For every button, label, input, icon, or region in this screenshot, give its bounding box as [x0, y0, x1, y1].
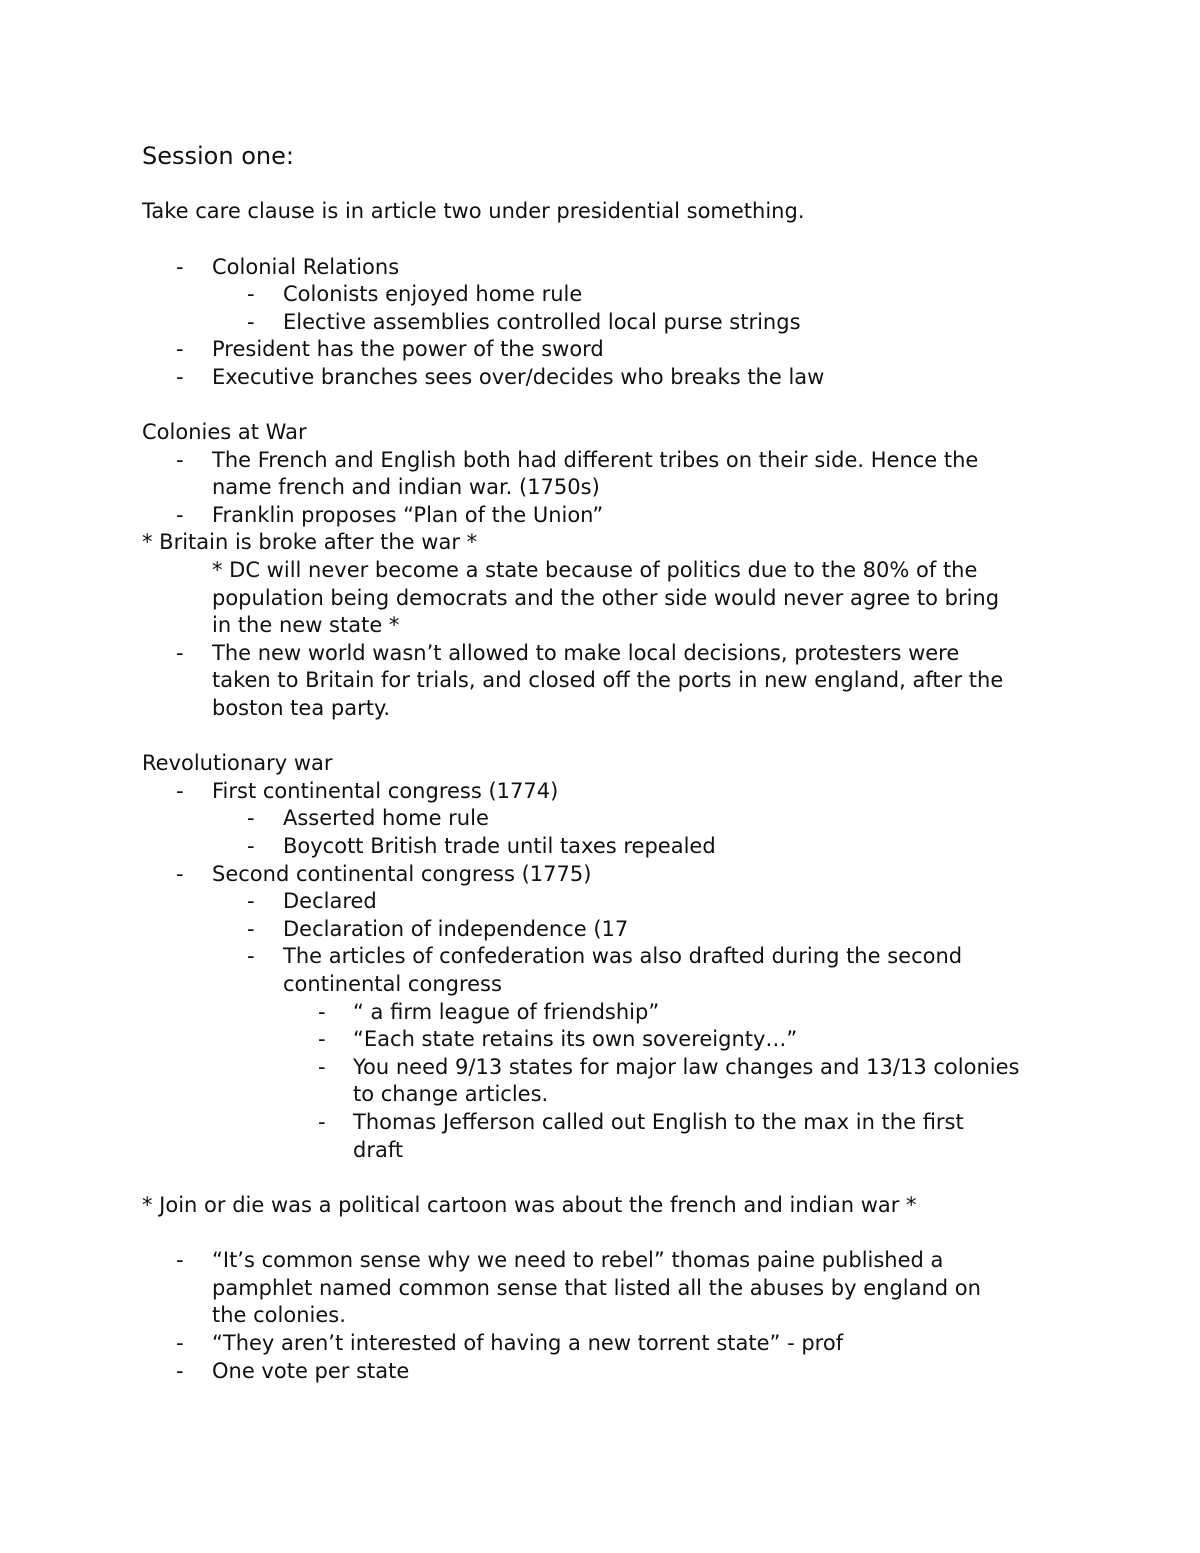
list-item: Colonists enjoyed home rule — [283, 282, 583, 306]
intro-text: Take care clause is in article two under presidential something. — [142, 199, 805, 223]
bullet-dash: - — [176, 641, 184, 665]
note-text-continued: in the new state * — [212, 613, 400, 637]
list-item-continued: taken to Britain for trials, and closed off the ports in new england, after the — [212, 668, 1004, 692]
list-item: “They aren’t interested of having a new torrent state” - prof — [212, 1331, 844, 1355]
bullet-dash: - — [176, 255, 184, 279]
list-item-continued: boston tea party. — [212, 696, 391, 720]
bullet-dash: - — [247, 834, 255, 858]
bullet-dash: - — [176, 503, 184, 527]
list-item: First continental congress (1774) — [212, 779, 559, 803]
bullet-dash: - — [247, 917, 255, 941]
list-item: Declared — [283, 889, 377, 913]
list-item-continued: the colonies. — [212, 1303, 346, 1327]
bullet-dash: - — [176, 365, 184, 389]
bullet-dash: - — [176, 779, 184, 803]
bullet-dash: - — [247, 310, 255, 334]
list-item: Second continental congress (1775) — [212, 862, 592, 886]
list-item: One vote per state — [212, 1359, 410, 1383]
bullet-dash: - — [176, 1248, 184, 1272]
session-title: Session one: — [142, 142, 294, 170]
list-item: Thomas Jefferson called out English to the max in the first — [353, 1110, 964, 1134]
list-item: “Each state retains its own sovereignty…” — [353, 1027, 798, 1051]
list-item: Colonial Relations — [212, 255, 400, 279]
bullet-dash: - — [318, 1055, 326, 1079]
list-item: The French and English both had different tribes on their side. Hence the — [212, 448, 979, 472]
note-text: * Britain is broke after the war * — [142, 530, 478, 554]
bullet-dash: - — [176, 1331, 184, 1355]
section-heading: Colonies at War — [142, 420, 307, 444]
bullet-dash: - — [247, 889, 255, 913]
bullet-dash: - — [176, 448, 184, 472]
list-item: Franklin proposes “Plan of the Union” — [212, 503, 604, 527]
list-item: “It’s common sense why we need to rebel” thomas paine published a — [212, 1248, 944, 1272]
note-text-continued: population being democrats and the other side would never agree to bring — [212, 586, 1000, 610]
list-item: “ a firm league of friendship” — [353, 1000, 660, 1024]
list-item: Declaration of independence (17 — [283, 917, 629, 941]
section-heading: Revolutionary war — [142, 751, 333, 775]
bullet-dash: - — [318, 1000, 326, 1024]
bullet-dash: - — [176, 862, 184, 886]
list-item-continued: pamphlet named common sense that listed all the abuses by england on — [212, 1276, 981, 1300]
bullet-dash: - — [247, 944, 255, 968]
list-item: The new world wasn’t allowed to make local decisions, protesters were — [212, 641, 960, 665]
list-item-continued: draft — [353, 1138, 404, 1162]
list-item: Executive branches sees over/decides who breaks the law — [212, 365, 825, 389]
note-text: * Join or die was a political cartoon was about the french and indian war * — [142, 1193, 917, 1217]
list-item: Boycott British trade until taxes repealed — [283, 834, 716, 858]
list-item: You need 9/13 states for major law changes and 13/13 colonies — [353, 1055, 1020, 1079]
list-item: The articles of confederation was also drafted during the second — [283, 944, 963, 968]
list-item-continued: continental congress — [283, 972, 502, 996]
list-item: Asserted home rule — [283, 806, 489, 830]
list-item: President has the power of the sword — [212, 337, 604, 361]
list-item-continued: to change articles. — [353, 1082, 549, 1106]
bullet-dash: - — [318, 1110, 326, 1134]
list-item: Elective assemblies controlled local purse strings — [283, 310, 801, 334]
list-item-continued: name french and indian war. (1750s) — [212, 475, 600, 499]
bullet-dash: - — [176, 337, 184, 361]
note-text: * DC will never become a state because of politics due to the 80% of the — [212, 558, 978, 582]
bullet-dash: - — [247, 806, 255, 830]
bullet-dash: - — [247, 282, 255, 306]
bullet-dash: - — [176, 1359, 184, 1383]
bullet-dash: - — [318, 1027, 326, 1051]
